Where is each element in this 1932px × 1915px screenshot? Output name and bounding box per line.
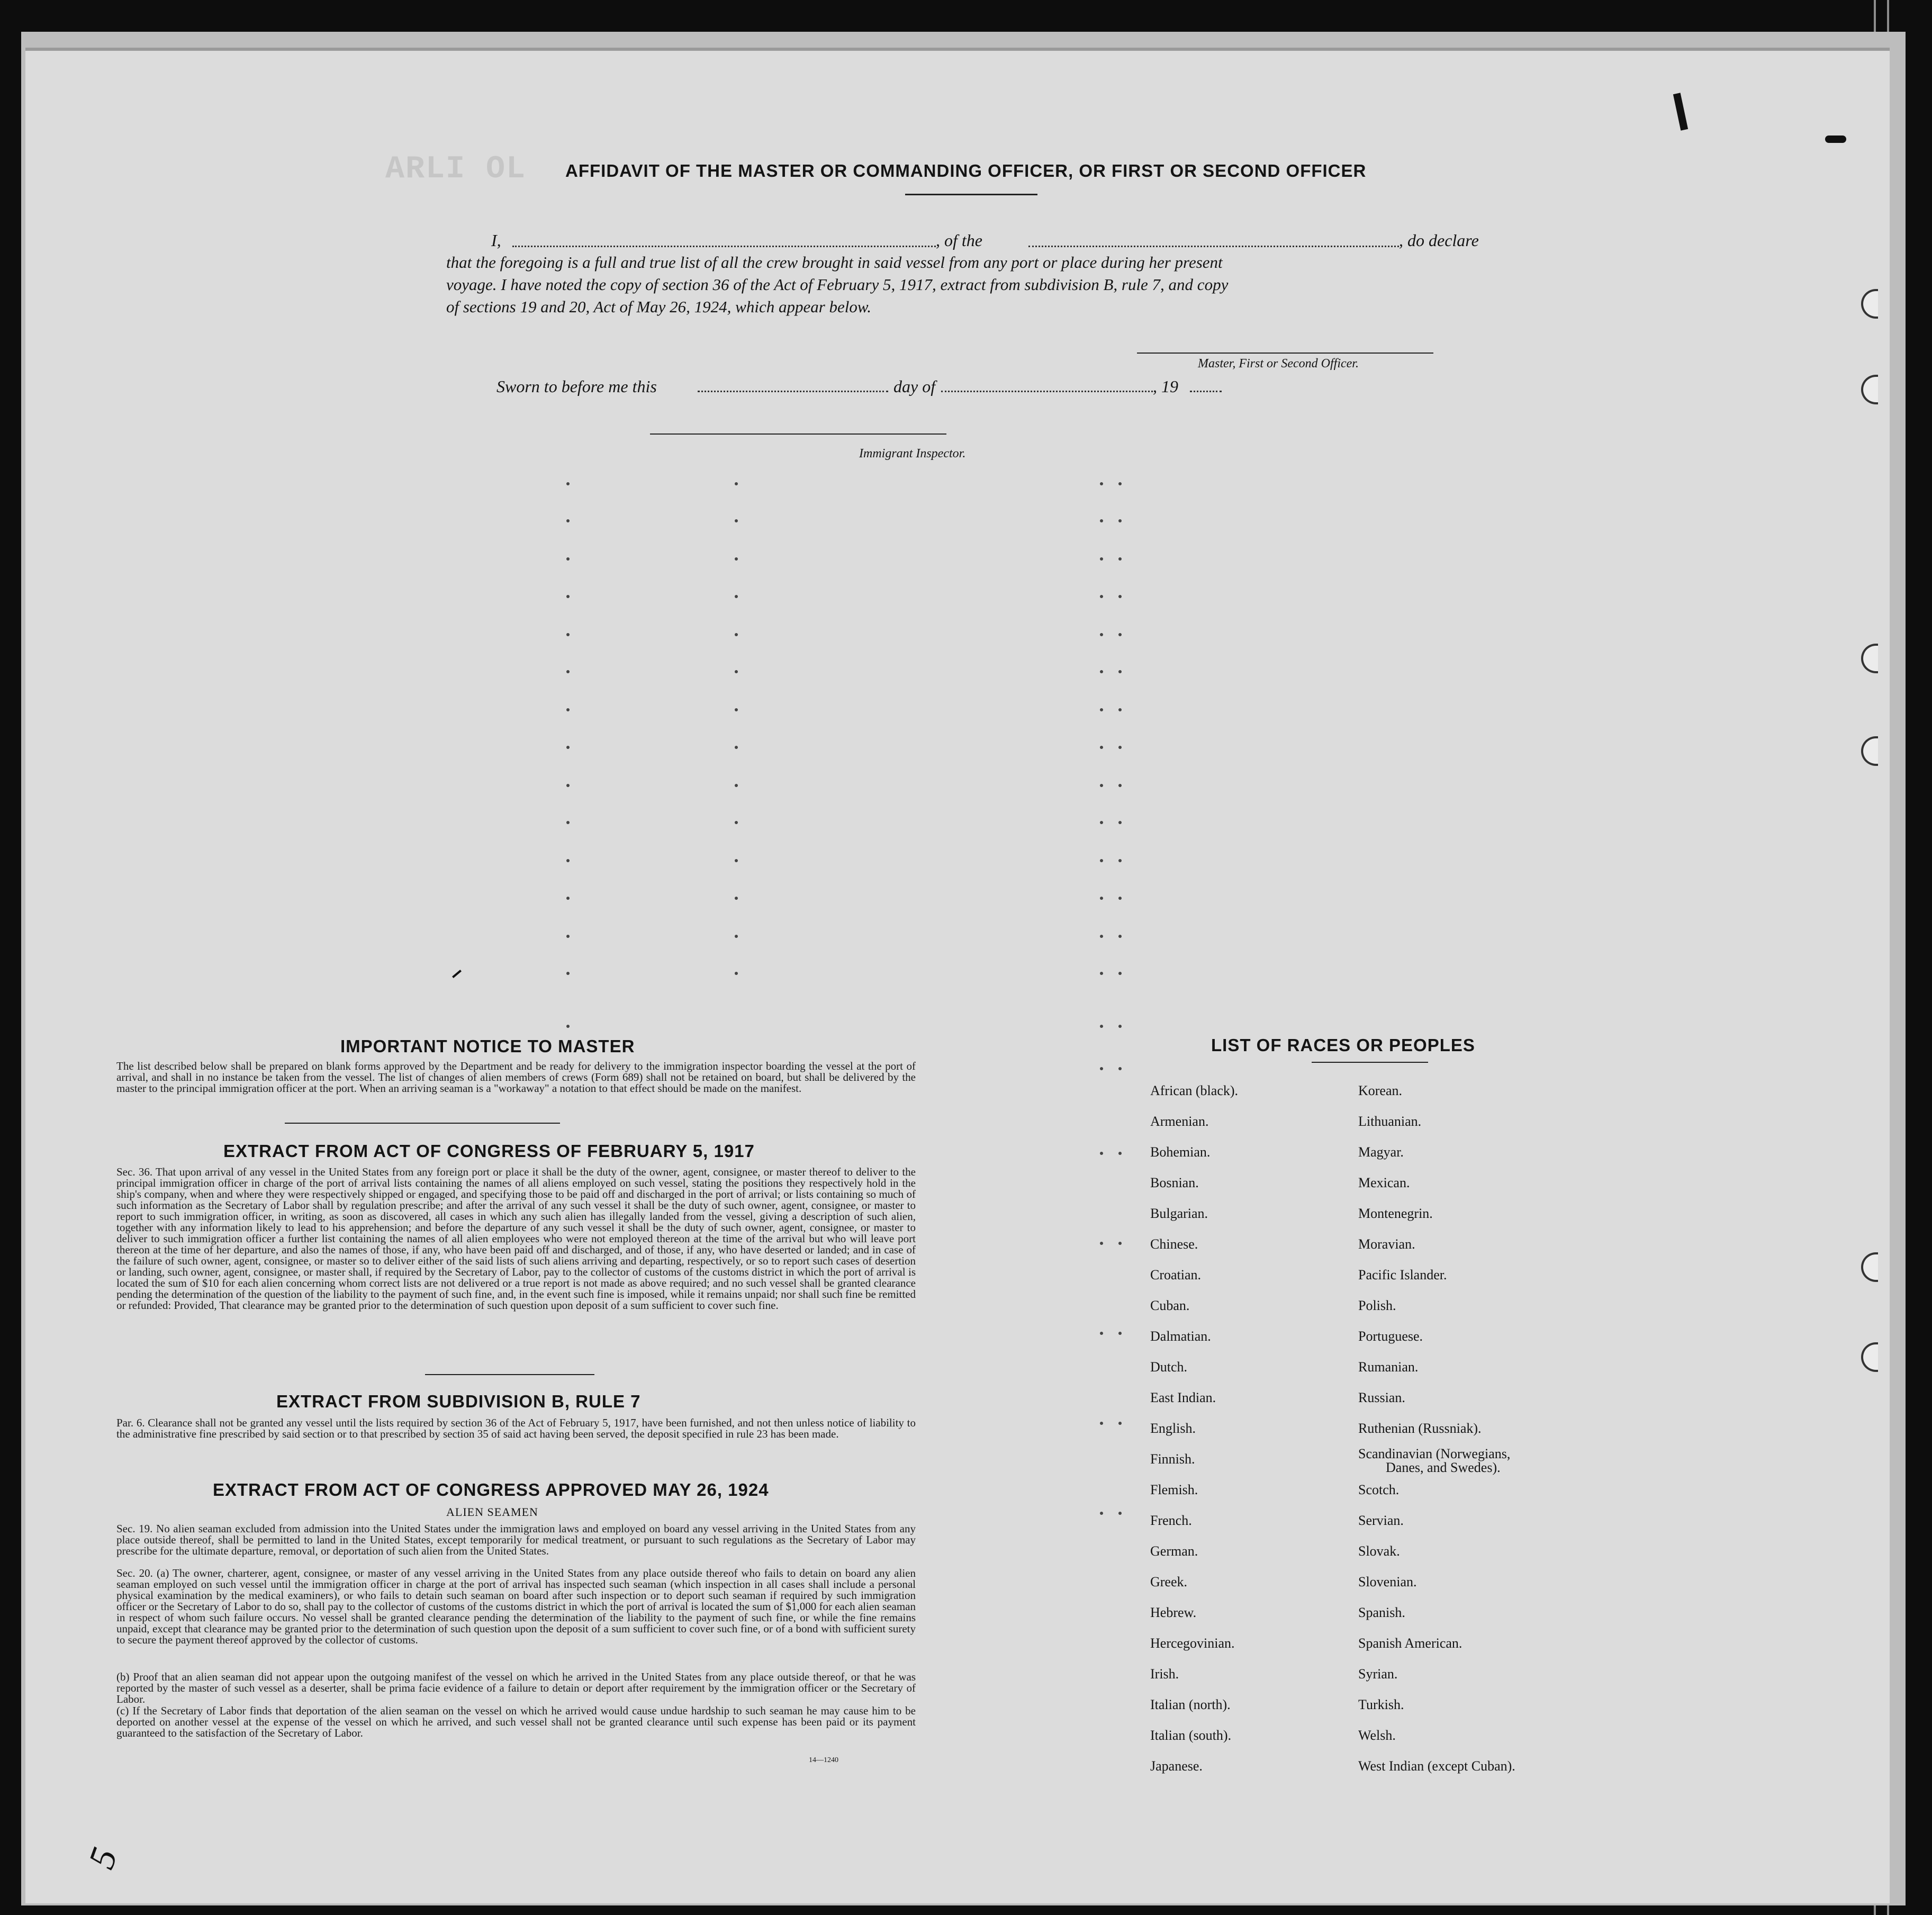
notice-title: IMPORTANT NOTICE TO MASTER xyxy=(340,1036,635,1056)
handwritten-mark xyxy=(1673,93,1688,130)
extract-1917-divider xyxy=(425,1374,594,1375)
race-item: Spanish American. xyxy=(1358,1636,1462,1651)
race-item: Pacific Islander. xyxy=(1358,1267,1447,1282)
race-item: Portuguese. xyxy=(1358,1329,1423,1344)
extract-1924-subtitle: ALIEN SEAMEN xyxy=(446,1505,538,1519)
race-item: Ruthenian (Russniak). xyxy=(1358,1421,1482,1436)
race-item: West Indian (except Cuban). xyxy=(1358,1758,1515,1774)
race-item: Syrian. xyxy=(1358,1666,1398,1682)
race-item: Flemish. xyxy=(1150,1482,1198,1497)
race-item: Dalmatian. xyxy=(1150,1329,1211,1344)
binder-hole xyxy=(1861,644,1878,673)
race-item: Lithuanian. xyxy=(1358,1114,1422,1129)
binder-hole xyxy=(1861,736,1878,766)
race-item: Slovenian. xyxy=(1358,1574,1417,1589)
affidavit-line-2: that the foregoing is a full and true list of all the crew brought in said vessel from any port or place during her present xyxy=(446,253,1223,272)
handwritten-mark xyxy=(1825,136,1846,143)
race-item: Scotch. xyxy=(1358,1482,1400,1497)
binder-hole xyxy=(1861,289,1878,319)
sworn-year-blank[interactable] xyxy=(1190,391,1222,392)
races-title: LIST OF RACES OR PEOPLES xyxy=(1211,1035,1475,1055)
race-item-continuation: Danes, and Swedes). xyxy=(1386,1460,1501,1475)
extract-1924-sec19: Sec. 19. No alien seaman excluded from admission into the United States under the immigration laws and employed on board any vessel arriving in the United States from any place outside thereof, shall be permitted to land in the United States, except temporarily for medical treatment, or pursuant to such regulations as the Secretary of Labor may prescribe for the ultimate departure, removal, or deportation of such alien from the United States. xyxy=(116,1522,916,1557)
race-item: English. xyxy=(1150,1421,1196,1436)
race-item: Servian. xyxy=(1358,1513,1404,1528)
race-item: Mexican. xyxy=(1358,1175,1410,1190)
race-item: Bohemian. xyxy=(1150,1144,1211,1160)
race-item: Bulgarian. xyxy=(1150,1206,1208,1221)
race-item: Russian. xyxy=(1358,1390,1405,1405)
rule7-body: Par. 6. Clearance shall not be granted any vessel until the lists required by section 36 of the Act of February 5, 1917, have been furnished, and not then unless notice of liability to the administrative fine prescribed by said section or to that prescribed by section 35 of said act having been served, the deposit specified in rule 23 has been made. xyxy=(116,1416,916,1440)
binder-hole xyxy=(1861,375,1878,404)
race-item: German. xyxy=(1150,1543,1198,1559)
affidavit-i: I, xyxy=(491,231,501,250)
affidavit-title: AFFIDAVIT OF THE MASTER OR COMMANDING OFFICER, OR FIRST OR SECOND OFFICER xyxy=(565,161,1367,180)
extract-1924-sec20a: Sec. 20. (a) The owner, charterer, agent, consignee, or master of any vessel arriving in the United States from any place outside thereof who fails to detain on board any alien seaman employed on such vessel until the immigration officer in charge at the port of arrival has inspected such seaman (which inspection in all cases shall include a personal physical examination by the medical examiners), or who fails to detain such seaman on board after such inspection or to deport such seaman if required by such immigration officer or the Secretary of Labor to do so, shall pay to the collector of customs of the customs district in which the port of arrival is located the sum of $1,000 for each alien seaman in respect of whom such failure occurs. No vessel shall be granted clearance pending the determination of the liability to the payment of such fine, or while the fine remains unpaid, except that clearance may be granted prior to the determination of such question upon the deposit of a sum sufficient to cover such fine, or of a bond with sufficient surety to secure the payment thereof approved by the collector of customs. xyxy=(116,1567,916,1646)
extract-1924-sec20c: (c) If the Secretary of Labor finds that deportation of the alien seaman on the vessel on which he arrived would cause undue hardship to such seaman he may cause him to be deported on another vessel at the expense of the vessel on which he arrived, and such vessel shall not be granted clearance until such expense has been paid or its payment guaranteed to the satisfaction of the Secretary of Labor. xyxy=(116,1704,916,1739)
sworn-day-of: day of xyxy=(893,377,936,396)
race-item: Korean. xyxy=(1358,1083,1403,1098)
affidavit-line-3: voyage. I have noted the copy of section 36 of the Act of February 5, 1917, extract from subdivision B, rule 7, and copy xyxy=(446,275,1229,294)
document-page xyxy=(25,48,1890,1903)
extract-1924-title: EXTRACT FROM ACT OF CONGRESS APPROVED MAY 26, 1924 xyxy=(213,1480,769,1500)
race-item: Magyar. xyxy=(1358,1144,1404,1160)
notice-body: The list described below shall be prepared on blank forms approved by the Department and be ready for delivery to the immigration inspector boarding the vessel at the port of arrival, and shall in no instance be taken from the vessel. The list of changes of alien members of crews (Form 689) shall not be retained on board, but shall be delivered by the master to the principal immigration officer at the port. When an arriving seaman is a "workaway" a notation to that effect should be made on the manifest. xyxy=(116,1060,916,1095)
binder-hole xyxy=(1861,1342,1878,1372)
bleed-through-text: ARLI OL xyxy=(385,151,527,187)
race-item: Cuban. xyxy=(1150,1298,1190,1313)
master-signature-caption: Master, First or Second Officer. xyxy=(1198,357,1359,371)
race-item: Rumanian. xyxy=(1358,1359,1419,1375)
affidavit-line-4: of sections 19 and 20, Act of May 26, 1924, which appear below. xyxy=(446,297,872,316)
extract-1917-title: EXTRACT FROM ACT OF CONGRESS OF FEBRUARY 5, 1917 xyxy=(223,1141,755,1161)
sworn-month-blank[interactable] xyxy=(941,391,1153,392)
notice-divider xyxy=(285,1123,560,1124)
race-item: Irish. xyxy=(1150,1666,1179,1682)
race-item: Montenegrin. xyxy=(1358,1206,1433,1221)
race-item: Croatian. xyxy=(1150,1267,1202,1282)
sworn-year: , 19 xyxy=(1153,377,1178,396)
race-item: Armenian. xyxy=(1150,1114,1209,1129)
affidavit-title-underline xyxy=(905,194,1037,195)
race-item: Dutch. xyxy=(1150,1359,1188,1375)
race-item: Slovak. xyxy=(1358,1543,1400,1559)
inspector-signature-line[interactable] xyxy=(650,433,946,435)
race-item: Italian (south). xyxy=(1150,1728,1232,1743)
extract-1917-body: Sec. 36. That upon arrival of any vessel in the United States from any foreign port or place it shall be the duty of the owner, agent, consignee, or master thereof to deliver to the principal immigration officer in charge of the port of arrival lists containing the names of all aliens employed on such vessel, stating the positions they respectively hold in the ship's company, when and where they were respectively shipped or engaged, and specifying those to be paid off and discharged in the port of arrival; or lists containing so much of such information as the Secretary of Labor shall by regulation prescribe; and after the arrival of any such vessel it shall be the duty of such owner, agent, consignee, or master to report to such immigration officer, in writing, as soon as discovered, all cases in which any such alien has illegally landed from the vessel, giving a description of such alien, together with any information likely to lead to his apprehension; and before the departure of any such vessel it shall be the duty of such owner, agent, consignee, or master to deliver to such immigration officer a further list containing the names of all alien employees who were not employed thereon at the time of the arrival but who will leave port thereon at the time of her departure, and also the names of those, if any, who have been paid off and discharged, and of those, if any, who have deserted or landed; and in case of the failure of such owner, agent, consignee, or master so to deliver either of the said lists of such aliens arriving and departing, respectively, or so to report such cases of desertion or landing, such owner, agent, consignee, or master shall, if required by the Secretary of Labor, pay to the collector of customs of the customs district in which the port of arrival is located the sum of $10 for each alien concerning whom correct lists are not delivered or a true report is not made as above required; and no such vessel shall be granted clearance pending the determination of the question of the liability to the payment of such fine, and, in the event such fine is imposed, while it remains unpaid; nor shall such fine be remitted or refunded: Provided, That clearance may be granted prior to the determination of such question upon deposit of a sum sufficient to cover such fine. xyxy=(116,1166,916,1312)
race-item: Bosnian. xyxy=(1150,1175,1199,1190)
race-item: East Indian. xyxy=(1150,1390,1216,1405)
handwritten-number: 5 xyxy=(80,1842,126,1874)
race-item: Moravian. xyxy=(1358,1236,1415,1252)
master-signature-line[interactable] xyxy=(1137,353,1433,354)
affidavit-of-the: , of the xyxy=(936,231,982,250)
race-item: Chinese. xyxy=(1150,1236,1198,1252)
race-item: Spanish. xyxy=(1358,1605,1405,1620)
race-item: Japanese. xyxy=(1150,1758,1203,1774)
affidavit-declare: , do declare xyxy=(1399,231,1479,250)
declarant-name-blank[interactable] xyxy=(512,246,936,247)
race-item: Polish. xyxy=(1358,1298,1396,1313)
race-item: Welsh. xyxy=(1358,1728,1396,1743)
race-item: Hebrew. xyxy=(1150,1605,1197,1620)
handwritten-tick xyxy=(452,970,462,978)
extract-1924-sec20b: (b) Proof that an alien seaman did not appear upon the outgoing manifest of the vessel on which he arrived in the United States from any place outside thereof, or that he was reported by the master of such vessel as a deserter, shall be prima facie evidence of a failure to detain or deport after requirement by the immigration officer or the Secretary of Labor. xyxy=(116,1670,916,1705)
vessel-name-blank[interactable] xyxy=(1028,246,1399,247)
sworn-day-blank[interactable] xyxy=(698,391,888,392)
races-title-underline xyxy=(1312,1062,1428,1063)
race-item: Greek. xyxy=(1150,1574,1188,1589)
race-item: Finnish. xyxy=(1150,1451,1195,1467)
rule7-title: EXTRACT FROM SUBDIVISION B, RULE 7 xyxy=(276,1392,641,1411)
race-item: Scandinavian (Norwegians, xyxy=(1358,1446,1511,1461)
sworn-text: Sworn to before me this xyxy=(496,377,657,396)
race-item: Turkish. xyxy=(1358,1697,1404,1712)
race-item: French. xyxy=(1150,1513,1192,1528)
form-number: 14—1240 xyxy=(809,1756,838,1764)
race-item: Hercegovinian. xyxy=(1150,1636,1235,1651)
binder-hole xyxy=(1861,1252,1878,1282)
race-item: Italian (north). xyxy=(1150,1697,1231,1712)
race-item: African (black). xyxy=(1150,1083,1239,1098)
inspector-caption: Immigrant Inspector. xyxy=(859,447,966,460)
